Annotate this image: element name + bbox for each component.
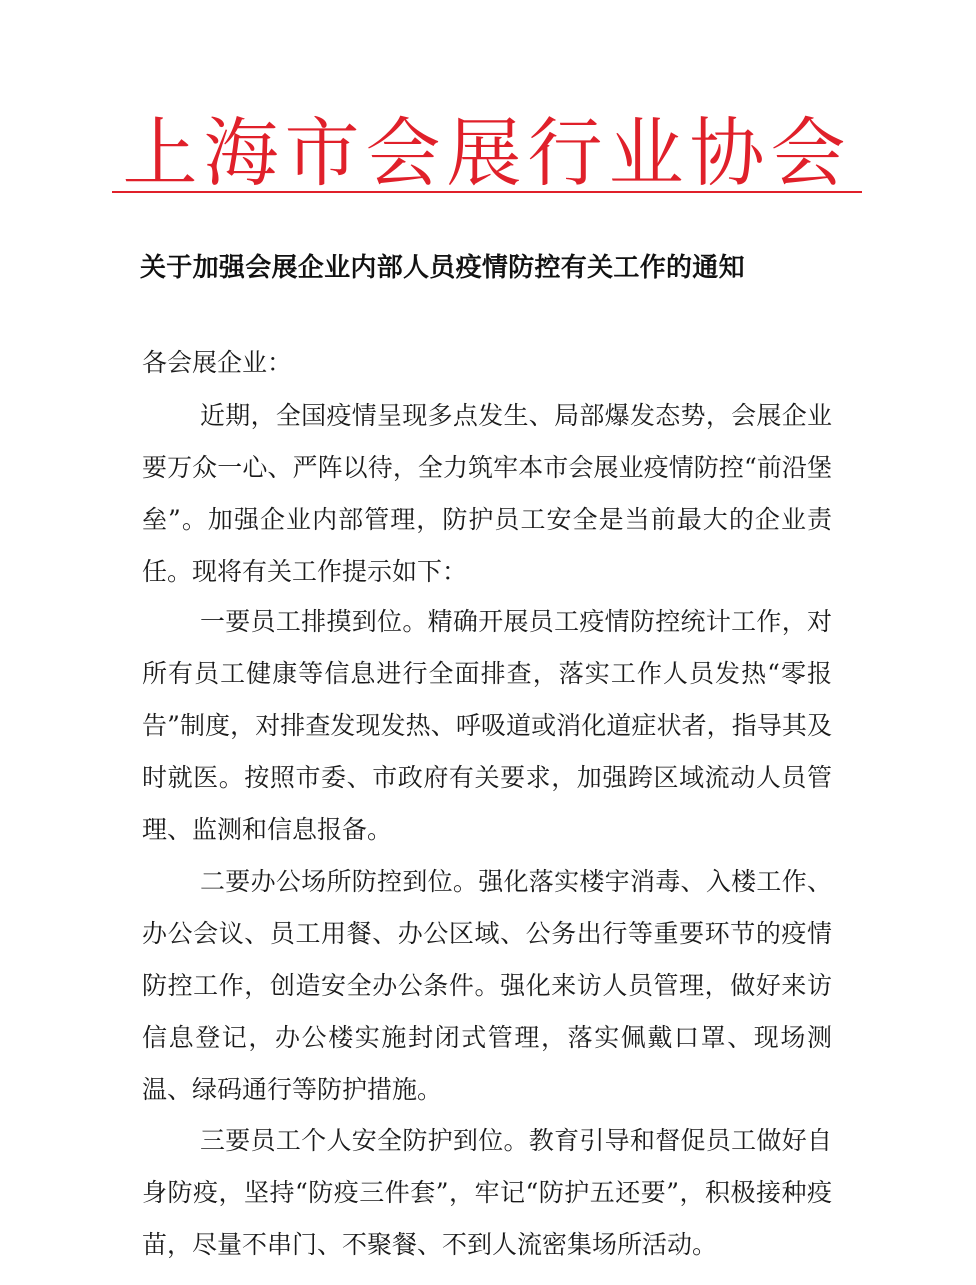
header-rule bbox=[112, 191, 862, 193]
notice-title: 关于加强会展企业内部人员疫情防控有关工作的通知 bbox=[140, 253, 745, 283]
organization-name: 上海市会展行业协会 bbox=[122, 109, 852, 197]
paragraph-point-2: 二要办公场所防控到位。强化落实楼宇消毒、入楼工作、办公会议、员工用餐、办公区域、公务出行等重要环节的疫情防控工作，创造安全办公条件。强化来访人员管理，做好来访信息登记，办公楼实施封闭式管理，落实佩戴口罩、现场测温、绿码通行等防护措施。 bbox=[142, 867, 832, 1104]
paragraph-point-3: 三要员工个人安全防护到位。教育引导和督促员工做好自身防疫，坚持“防疫三件套”，牢记“防护五还要”，积极接种疫苗，尽量不串门、不聚餐、不到人流密集场所活动。 bbox=[142, 1126, 832, 1259]
paragraph-point-1: 一要员工排摸到位。精确开展员工疫情防控统计工作，对所有员工健康等信息进行全面排查，落实工作人员发热“零报告”制度，对排查发现发热、呼吸道或消化道症状者，指导其及时就医。按照市委、市政府有关要求，加强跨区域流动人员管理、监测和信息报备。 bbox=[142, 607, 832, 844]
paragraph-intro: 近期，全国疫情呈现多点发生、局部爆发态势，会展企业要万众一心、严阵以待，全力筑牢本市会展业疫情防控“前沿堡垒”。加强企业内部管理，防护员工安全是当前最大的企业责任。现将有关工作提示如下： bbox=[142, 401, 832, 586]
salutation: 各会展企业： bbox=[142, 348, 293, 377]
